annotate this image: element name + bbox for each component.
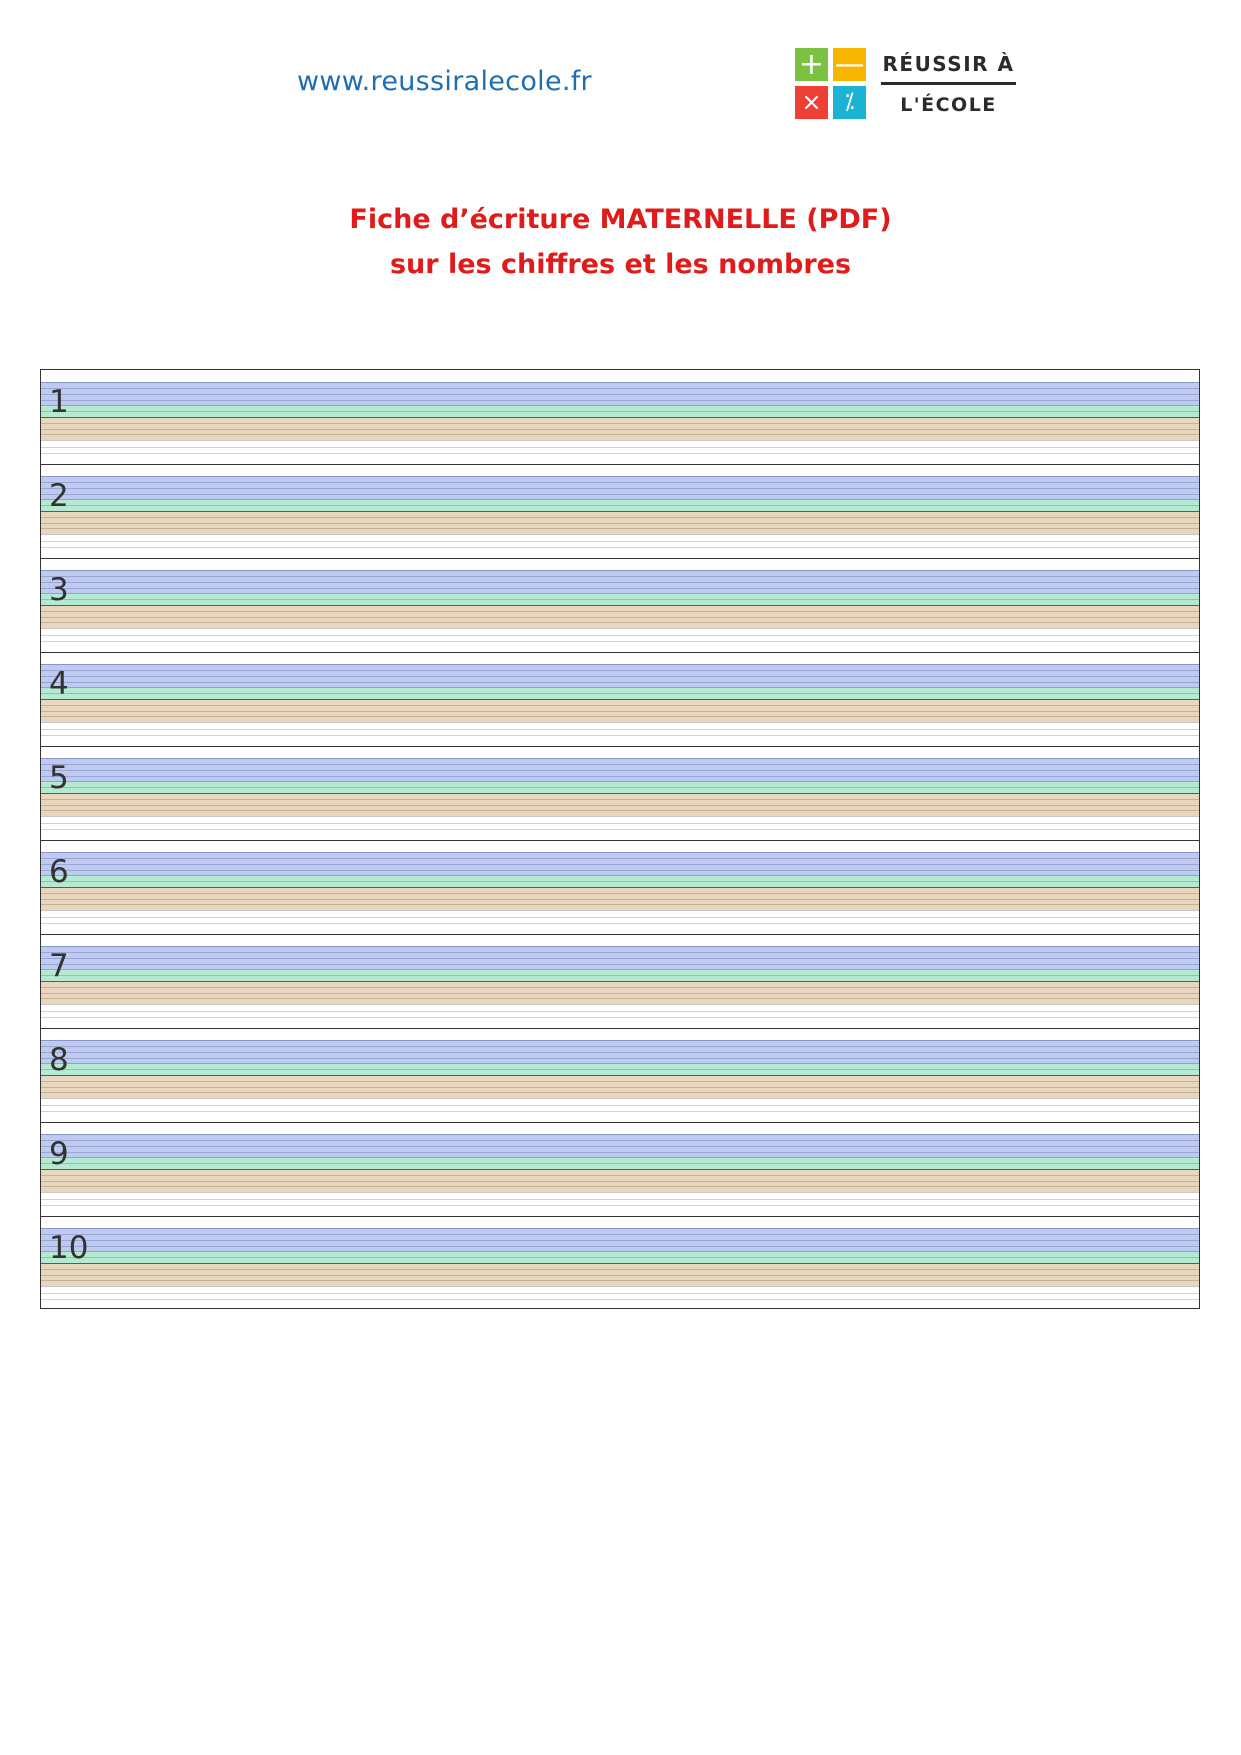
guide-line xyxy=(41,1286,1199,1287)
guide-line xyxy=(41,1063,1199,1064)
guide-line xyxy=(41,1087,1199,1088)
writing-row xyxy=(41,464,1199,558)
guide-line xyxy=(41,952,1199,953)
guide-line xyxy=(41,1175,1199,1176)
guide-line xyxy=(41,1199,1199,1200)
guide-line xyxy=(41,770,1199,771)
guide-line xyxy=(41,1017,1199,1018)
guide-line xyxy=(41,899,1199,900)
guide-line xyxy=(41,964,1199,965)
guide-line xyxy=(41,946,1199,947)
guide-line xyxy=(41,687,1199,688)
page-subtitle: sur les chiffres et les nombres xyxy=(389,249,852,280)
guide-line xyxy=(41,1098,1199,1099)
guide-line xyxy=(41,523,1199,524)
guide-line xyxy=(41,1157,1199,1158)
guide-line xyxy=(41,993,1199,994)
website-url[interactable]: www.reussiralecole.fr xyxy=(297,66,592,97)
guide-line xyxy=(41,816,1199,817)
guide-line xyxy=(41,904,1199,905)
guide-line xyxy=(41,482,1199,483)
guide-line xyxy=(41,494,1199,495)
guide-line xyxy=(41,858,1199,859)
guide-line xyxy=(41,605,1199,606)
guide-line xyxy=(41,1251,1199,1252)
guide-line xyxy=(41,1293,1199,1294)
guide-line xyxy=(41,400,1199,401)
plus-icon: + xyxy=(795,48,828,81)
guide-line xyxy=(41,1246,1199,1247)
writing-row xyxy=(41,1028,1199,1122)
guide-line xyxy=(41,1105,1199,1106)
guide-line xyxy=(41,417,1199,418)
guide-line xyxy=(41,447,1199,448)
guide-line xyxy=(41,1058,1199,1059)
guide-line xyxy=(41,1240,1199,1241)
guide-line xyxy=(41,1181,1199,1182)
guide-line xyxy=(41,429,1199,430)
row-divider xyxy=(41,652,1199,653)
guide-line xyxy=(41,998,1199,999)
guide-line xyxy=(41,910,1199,911)
guide-line xyxy=(41,1004,1199,1005)
guide-line xyxy=(41,1257,1199,1258)
guide-line xyxy=(41,676,1199,677)
digit-label: 8 xyxy=(49,1042,69,1078)
guide-line xyxy=(41,570,1199,571)
guide-line xyxy=(41,829,1199,830)
row-divider xyxy=(41,840,1199,841)
digit-label: 3 xyxy=(49,572,69,608)
writing-grid xyxy=(40,369,1200,1309)
writing-row xyxy=(41,934,1199,1028)
guide-line xyxy=(41,781,1199,782)
guide-line xyxy=(41,1234,1199,1235)
guide-line xyxy=(41,722,1199,723)
writing-row xyxy=(41,370,1199,464)
guide-line xyxy=(41,682,1199,683)
logo-brand-bottom: L'ÉCOLE xyxy=(900,94,997,116)
guide-line xyxy=(41,382,1199,383)
guide-line xyxy=(41,1205,1199,1206)
times-icon: × xyxy=(795,86,828,119)
guide-line xyxy=(41,758,1199,759)
guide-line xyxy=(41,1040,1199,1041)
guide-line xyxy=(41,776,1199,777)
guide-line xyxy=(41,1169,1199,1170)
guide-line xyxy=(41,1069,1199,1070)
guide-line xyxy=(41,805,1199,806)
guide-line xyxy=(41,411,1199,412)
digit-label: 10 xyxy=(49,1230,89,1266)
minus-icon: — xyxy=(834,47,865,82)
guide-line xyxy=(41,787,1199,788)
row-divider xyxy=(41,746,1199,747)
guide-line xyxy=(41,1075,1199,1076)
writing-row xyxy=(41,558,1199,652)
guide-line xyxy=(41,969,1199,970)
writing-row xyxy=(41,1122,1199,1216)
guide-line xyxy=(41,1111,1199,1112)
divide-icon: ⁒ xyxy=(833,86,866,119)
guide-line xyxy=(41,1092,1199,1093)
guide-line xyxy=(41,588,1199,589)
logo xyxy=(795,48,1020,120)
row-divider xyxy=(41,1216,1199,1217)
guide-line xyxy=(41,1186,1199,1187)
guide-line xyxy=(41,881,1199,882)
guide-line xyxy=(41,1152,1199,1153)
guide-line xyxy=(41,887,1199,888)
guide-line xyxy=(41,1134,1199,1135)
guide-line xyxy=(41,628,1199,629)
guide-line xyxy=(41,534,1199,535)
guide-line xyxy=(41,1163,1199,1164)
writing-row xyxy=(41,746,1199,840)
writing-row xyxy=(41,1216,1199,1310)
guide-line xyxy=(41,870,1199,871)
digit-label: 2 xyxy=(49,478,69,514)
guide-line xyxy=(41,875,1199,876)
guide-line xyxy=(41,793,1199,794)
guide-line xyxy=(41,1146,1199,1147)
guide-line xyxy=(41,1269,1199,1270)
guide-line xyxy=(41,810,1199,811)
guide-line xyxy=(41,664,1199,665)
guide-line xyxy=(41,476,1199,477)
guide-line xyxy=(41,488,1199,489)
guide-line xyxy=(41,958,1199,959)
guide-line xyxy=(41,975,1199,976)
guide-line xyxy=(41,1081,1199,1082)
writing-row xyxy=(41,840,1199,934)
digit-label: 6 xyxy=(49,854,69,890)
guide-line xyxy=(41,547,1199,548)
guide-line xyxy=(41,641,1199,642)
digit-label: 5 xyxy=(49,760,69,796)
guide-line xyxy=(41,635,1199,636)
guide-line xyxy=(41,1192,1199,1193)
guide-line xyxy=(41,593,1199,594)
guide-line xyxy=(41,799,1199,800)
guide-line xyxy=(41,716,1199,717)
guide-line xyxy=(41,1011,1199,1012)
page-title: Fiche d’écriture MATERNELLE (PDF) xyxy=(349,204,892,235)
guide-line xyxy=(41,1140,1199,1141)
guide-line xyxy=(41,852,1199,853)
digit-label: 9 xyxy=(49,1136,69,1172)
digit-label: 4 xyxy=(49,666,69,702)
guide-line xyxy=(41,1280,1199,1281)
guide-line xyxy=(41,541,1199,542)
guide-line xyxy=(41,864,1199,865)
guide-line xyxy=(41,699,1199,700)
guide-line xyxy=(41,735,1199,736)
guide-line xyxy=(41,705,1199,706)
guide-line xyxy=(41,1228,1199,1229)
writing-row xyxy=(41,652,1199,746)
guide-line xyxy=(41,1263,1199,1264)
guide-line xyxy=(41,505,1199,506)
guide-line xyxy=(41,499,1199,500)
guide-line xyxy=(41,987,1199,988)
guide-line xyxy=(41,917,1199,918)
guide-line xyxy=(41,576,1199,577)
row-divider xyxy=(41,1122,1199,1123)
guide-line xyxy=(41,923,1199,924)
guide-line xyxy=(41,1299,1199,1300)
guide-line xyxy=(41,388,1199,389)
guide-line xyxy=(41,764,1199,765)
guide-line xyxy=(41,823,1199,824)
guide-line xyxy=(41,711,1199,712)
guide-line xyxy=(41,582,1199,583)
guide-line xyxy=(41,670,1199,671)
guide-line xyxy=(41,423,1199,424)
guide-line xyxy=(41,440,1199,441)
guide-line xyxy=(41,517,1199,518)
row-divider xyxy=(41,558,1199,559)
logo-brand-top: RÉUSSIR À xyxy=(882,52,1015,76)
guide-line xyxy=(41,394,1199,395)
row-divider xyxy=(41,934,1199,935)
guide-line xyxy=(41,528,1199,529)
guide-line xyxy=(41,622,1199,623)
guide-line xyxy=(41,1275,1199,1276)
guide-line xyxy=(41,453,1199,454)
guide-line xyxy=(41,511,1199,512)
guide-line xyxy=(41,599,1199,600)
row-divider xyxy=(41,464,1199,465)
guide-line xyxy=(41,729,1199,730)
guide-line xyxy=(41,981,1199,982)
guide-line xyxy=(41,434,1199,435)
guide-line xyxy=(41,1046,1199,1047)
digit-label: 7 xyxy=(49,948,69,984)
guide-line xyxy=(41,1052,1199,1053)
guide-line xyxy=(41,611,1199,612)
row-divider xyxy=(41,1028,1199,1029)
digit-label: 1 xyxy=(49,384,69,420)
logo-divider xyxy=(881,82,1016,85)
guide-line xyxy=(41,617,1199,618)
guide-line xyxy=(41,405,1199,406)
guide-line xyxy=(41,693,1199,694)
guide-line xyxy=(41,893,1199,894)
